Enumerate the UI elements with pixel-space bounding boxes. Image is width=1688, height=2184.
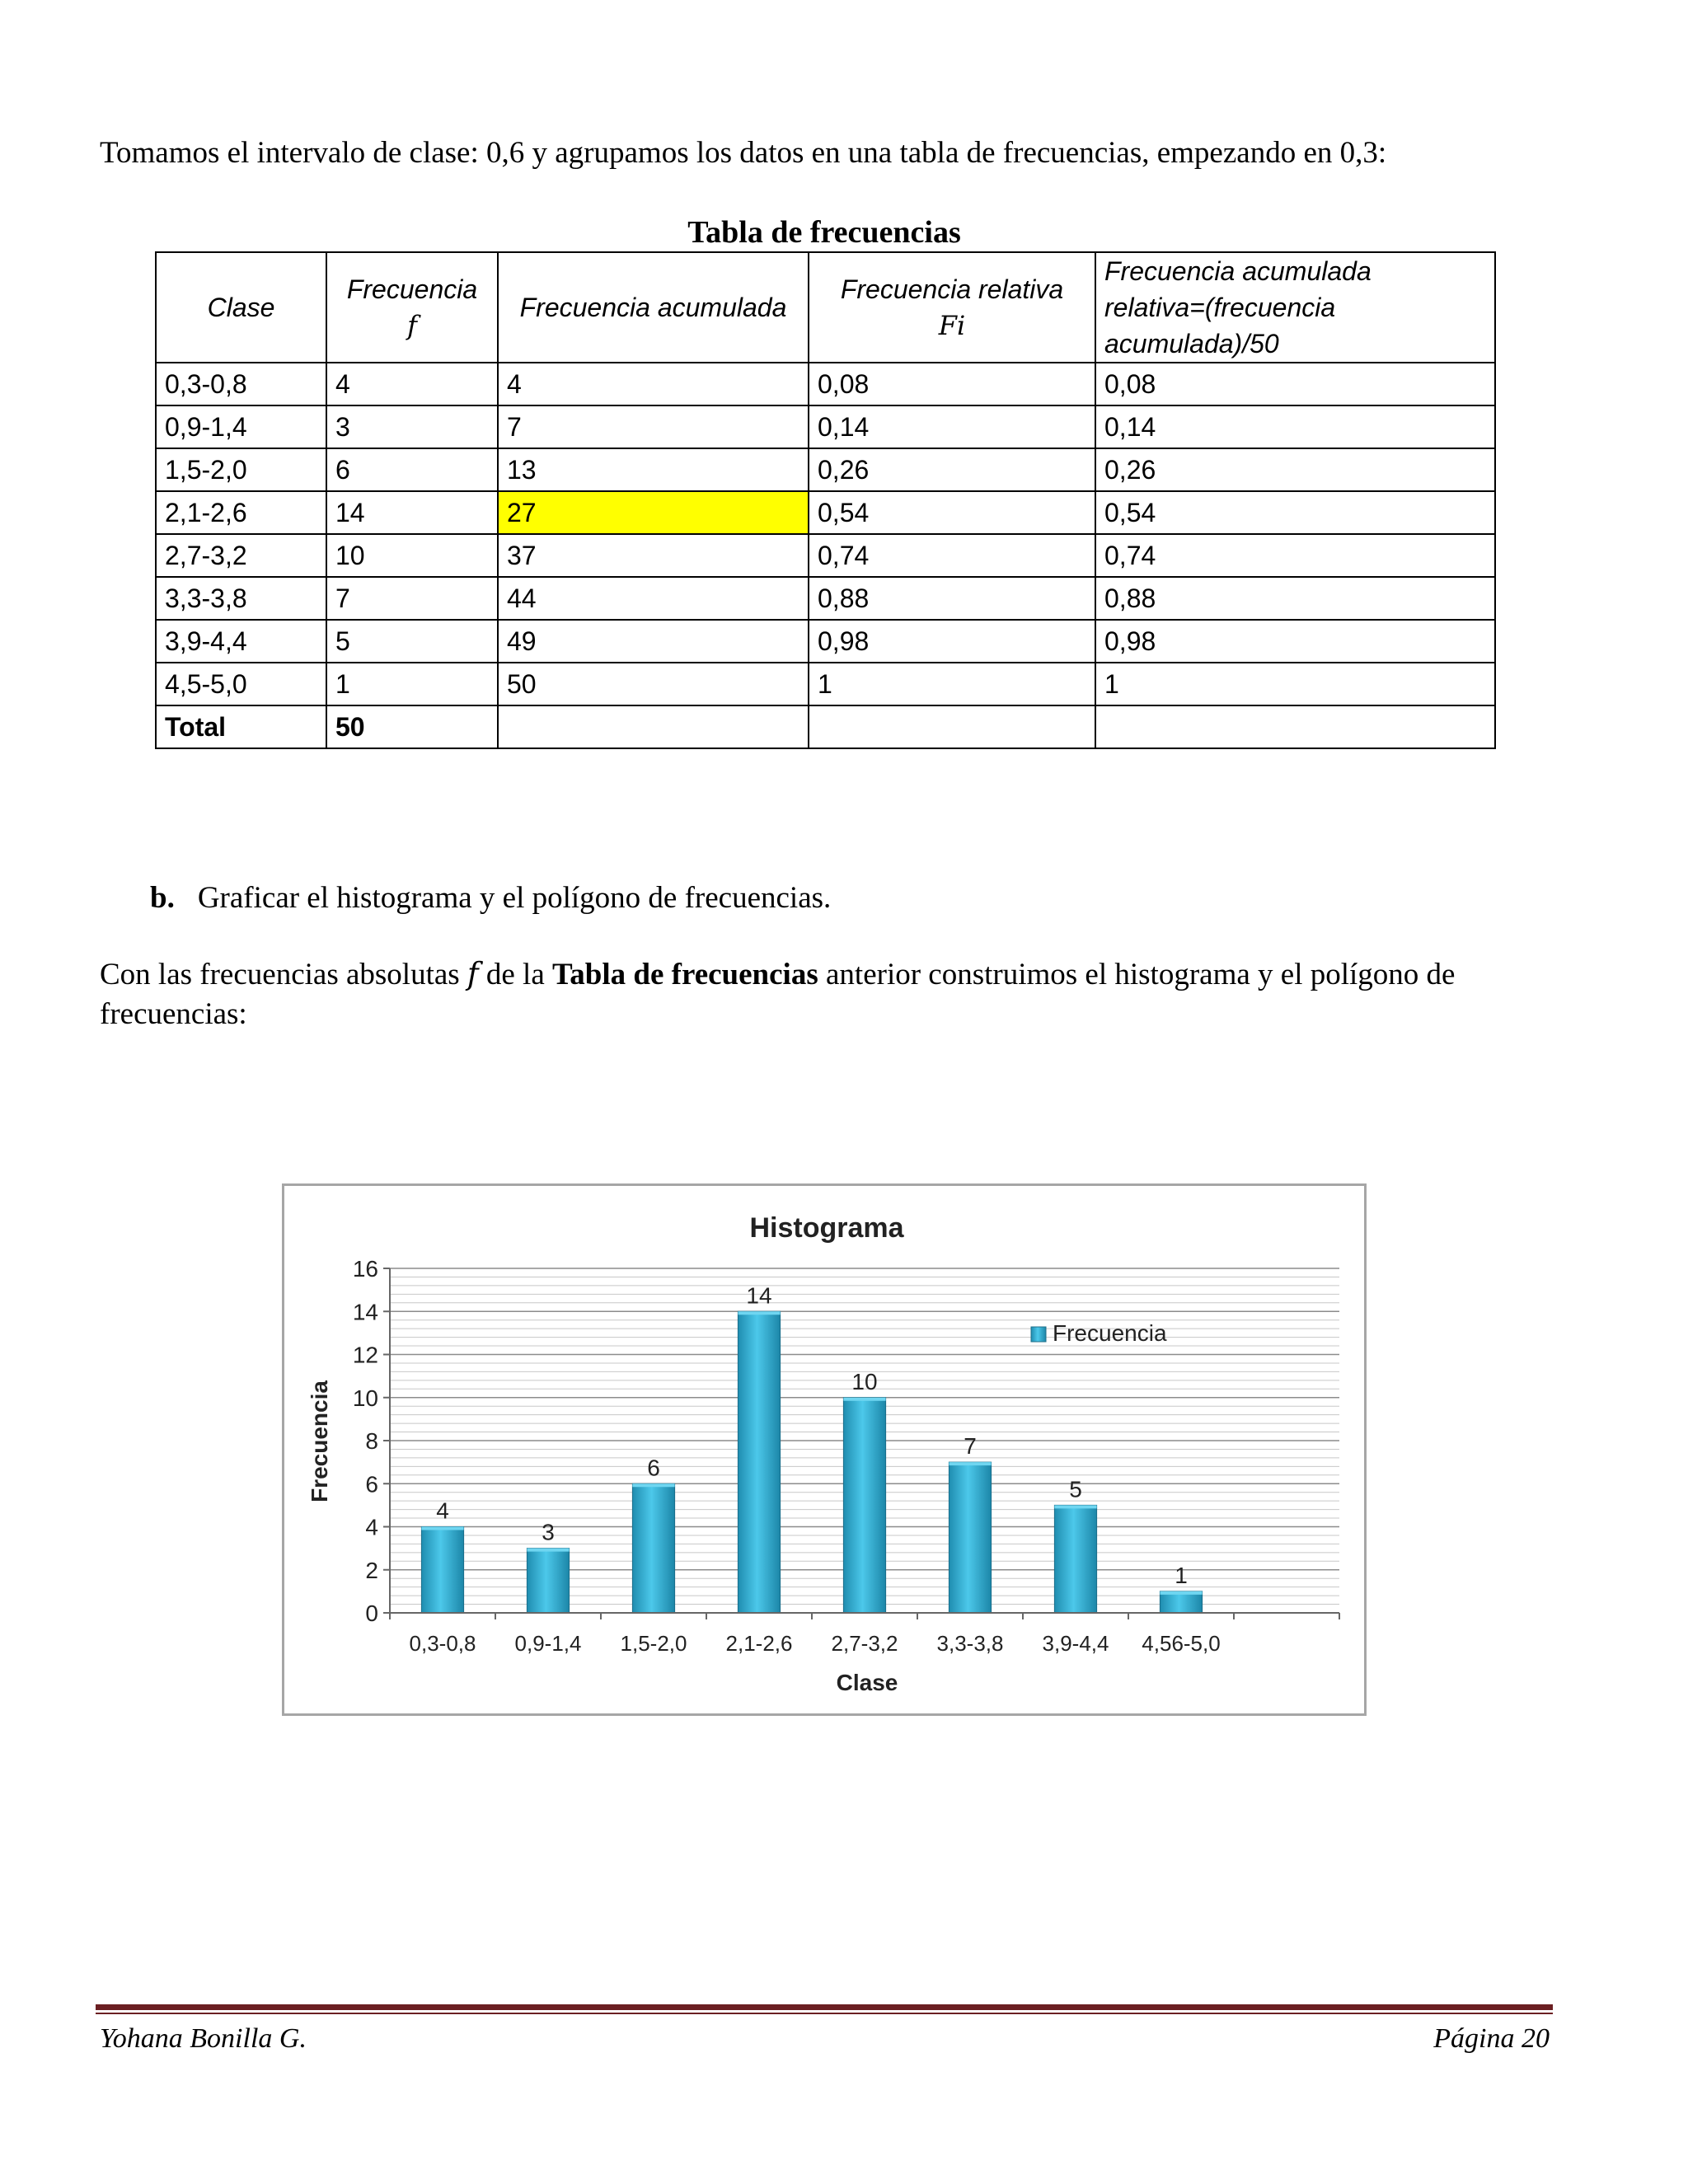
intro-paragraph: Tomamos el intervalo de clase: 0,6 y agrupamos los datos en una tabla de frecuencias, empezando en 0,3:	[100, 136, 1387, 170]
bar-data-label: 5	[1069, 1476, 1082, 1502]
cell-frecuencia: 10	[326, 534, 498, 577]
table-total-row	[156, 705, 1495, 748]
item-b	[150, 879, 831, 918]
cell-acumulada-relativa: 0,14	[1095, 405, 1495, 448]
cell-acumulada: 13	[498, 448, 809, 491]
cell-clase: 3,9-4,4	[156, 620, 326, 663]
cell-acumulada-relativa: 0,74	[1095, 534, 1495, 577]
bar-data-label: 1	[1175, 1562, 1188, 1588]
cell-acumulada: 44	[498, 577, 809, 620]
table-row	[156, 534, 1495, 577]
para2-text-2: de la	[485, 958, 545, 991]
para2-text-1: Con las frecuencias absolutas	[100, 958, 460, 991]
para2-bold-ref: Tabla de frecuencias	[552, 958, 818, 991]
footer-author: Yohana Bonilla G.	[100, 2023, 307, 2054]
cell-acumulada: 37	[498, 534, 809, 577]
histogram-bar-cap	[843, 1398, 885, 1401]
x-tick-label: 3,3-3,8	[936, 1631, 1004, 1656]
x-tick-label: 1,5-2,0	[620, 1631, 687, 1656]
histogram-bar-cap	[632, 1483, 674, 1487]
cell-empty	[809, 705, 1095, 748]
cell-relativa: 1	[809, 663, 1095, 705]
histogram-bar	[421, 1527, 463, 1614]
para2-text-3: anterior construimos el histograma y el polígono de frecuencias:	[100, 958, 1456, 1031]
bar-data-label: 7	[964, 1433, 977, 1460]
cell-relativa: 0,26	[809, 448, 1095, 491]
header-frecuencia: Frecuencia f	[326, 252, 498, 363]
cell-acumulada: 7	[498, 405, 809, 448]
y-tick-label: 4	[365, 1514, 378, 1540]
y-tick-label: 2	[365, 1557, 378, 1583]
y-tick-label: 16	[352, 1256, 378, 1282]
histogram-bar-cap	[1054, 1505, 1096, 1508]
bar-data-label: 6	[647, 1455, 660, 1481]
cell-relativa: 0,08	[809, 363, 1095, 405]
table-title: Tabla de frecuencias	[687, 215, 961, 250]
table-row	[156, 448, 1495, 491]
cell-acumulada: 4	[498, 363, 809, 405]
table-header-row	[156, 252, 1495, 363]
y-tick-label: 14	[352, 1299, 378, 1325]
x-tick-label: 0,9-1,4	[514, 1631, 582, 1656]
footer-rule	[96, 2004, 1553, 2010]
cell-clase: 2,1-2,6	[156, 491, 326, 534]
table-row	[156, 363, 1495, 405]
cell-frecuencia: 5	[326, 620, 498, 663]
table-row	[156, 620, 1495, 663]
bar-data-label: 14	[746, 1282, 772, 1309]
cell-clase: 4,5-5,0	[156, 663, 326, 705]
histogram-bar-cap	[738, 1311, 780, 1315]
cell-acumulada-relativa: 0,54	[1095, 491, 1495, 534]
histogram-bar	[843, 1398, 885, 1613]
footer-rule-thin	[96, 2013, 1553, 2014]
chart-bars	[421, 1311, 1202, 1613]
chart-x-axis-title: Clase	[836, 1670, 898, 1695]
cell-frecuencia: 1	[326, 663, 498, 705]
histogram-svg	[284, 1186, 1364, 1713]
cell-empty	[1095, 705, 1495, 748]
y-tick-label: 6	[365, 1471, 378, 1497]
y-tick-label: 10	[352, 1385, 378, 1411]
frequency-table	[155, 251, 1496, 749]
cell-relativa: 0,14	[809, 405, 1095, 448]
x-tick-label: 0,3-0,8	[409, 1631, 476, 1656]
bar-data-label: 10	[851, 1368, 878, 1394]
histogram-bar-cap	[527, 1549, 569, 1552]
table-row	[156, 577, 1495, 620]
header-frecuencia-relativa: Frecuencia relativa Fi	[809, 252, 1095, 363]
x-tick-label: 4,56-5,0	[1142, 1631, 1221, 1656]
cell-acumulada-relativa: 0,26	[1095, 448, 1495, 491]
y-tick-label: 0	[365, 1601, 378, 1626]
bar-data-label: 4	[436, 1497, 449, 1524]
cell-acumulada-relativa: 0,88	[1095, 577, 1495, 620]
cell-frecuencia: 6	[326, 448, 498, 491]
cell-acumulada-relativa: 1	[1095, 663, 1495, 705]
cell-clase: 3,3-3,8	[156, 577, 326, 620]
cell-acumulada-relativa: 0,08	[1095, 363, 1495, 405]
cell-relativa: 0,74	[809, 534, 1095, 577]
item-b-letter: b.	[150, 881, 175, 915]
x-tick-label: 3,9-4,4	[1042, 1631, 1109, 1656]
histogram-bar-cap	[421, 1527, 463, 1530]
cell-clase: 0,3-0,8	[156, 363, 326, 405]
legend-swatch	[1031, 1327, 1046, 1342]
cell-acumulada: 49	[498, 620, 809, 663]
cell-frecuencia: 4	[326, 363, 498, 405]
header-frecuencia-acumulada-relativa: Frecuencia acumulada relativa=(frecuencia acumulada)/50	[1095, 252, 1495, 363]
cell-clase: 1,5-2,0	[156, 448, 326, 491]
histogram-bar	[527, 1549, 569, 1613]
table-row	[156, 491, 1495, 534]
chart-title: Histograma	[749, 1212, 904, 1244]
header-clase: Clase	[156, 252, 326, 363]
para2-symbol-f: f	[467, 956, 479, 991]
item-b-text: Graficar el histograma y el polígono de frecuencias.	[197, 881, 832, 915]
histogram-intro-paragraph	[100, 954, 1567, 1034]
cell-acumulada-highlighted: 27	[498, 491, 809, 534]
cell-relativa: 0,54	[809, 491, 1095, 534]
cell-acumulada: 50	[498, 663, 809, 705]
table-row	[156, 405, 1495, 448]
y-tick-label: 12	[352, 1342, 378, 1368]
cell-clase: 2,7-3,2	[156, 534, 326, 577]
x-tick-label: 2,1-2,6	[725, 1631, 793, 1656]
cell-frecuencia: 14	[326, 491, 498, 534]
cell-total-value: 50	[326, 705, 498, 748]
y-tick-label: 8	[365, 1428, 378, 1454]
footer-page-number: Página 20	[1433, 2023, 1550, 2054]
table-row	[156, 663, 1495, 705]
legend-label: Frecuencia	[1053, 1320, 1167, 1346]
chart-y-axis-title: Frecuencia	[307, 1380, 332, 1502]
x-tick-label: 2,7-3,2	[831, 1631, 898, 1656]
cell-frecuencia: 3	[326, 405, 498, 448]
histogram-bar	[1054, 1505, 1096, 1613]
cell-relativa: 0,88	[809, 577, 1095, 620]
histogram-bar	[632, 1483, 674, 1613]
cell-frecuencia: 7	[326, 577, 498, 620]
histogram-bar	[949, 1462, 991, 1613]
histogram-bar-cap	[1160, 1591, 1202, 1595]
cell-empty	[498, 705, 809, 748]
cell-acumulada-relativa: 0,98	[1095, 620, 1495, 663]
histogram-bar	[738, 1311, 780, 1613]
histogram-chart	[282, 1183, 1367, 1716]
chart-legend	[1031, 1320, 1167, 1346]
cell-total-label: Total	[156, 705, 326, 748]
bar-data-label: 3	[542, 1519, 555, 1545]
histogram-bar-cap	[949, 1462, 991, 1465]
cell-clase: 0,9-1,4	[156, 405, 326, 448]
header-frecuencia-acumulada: Frecuencia acumulada	[498, 252, 809, 363]
cell-relativa: 0,98	[809, 620, 1095, 663]
